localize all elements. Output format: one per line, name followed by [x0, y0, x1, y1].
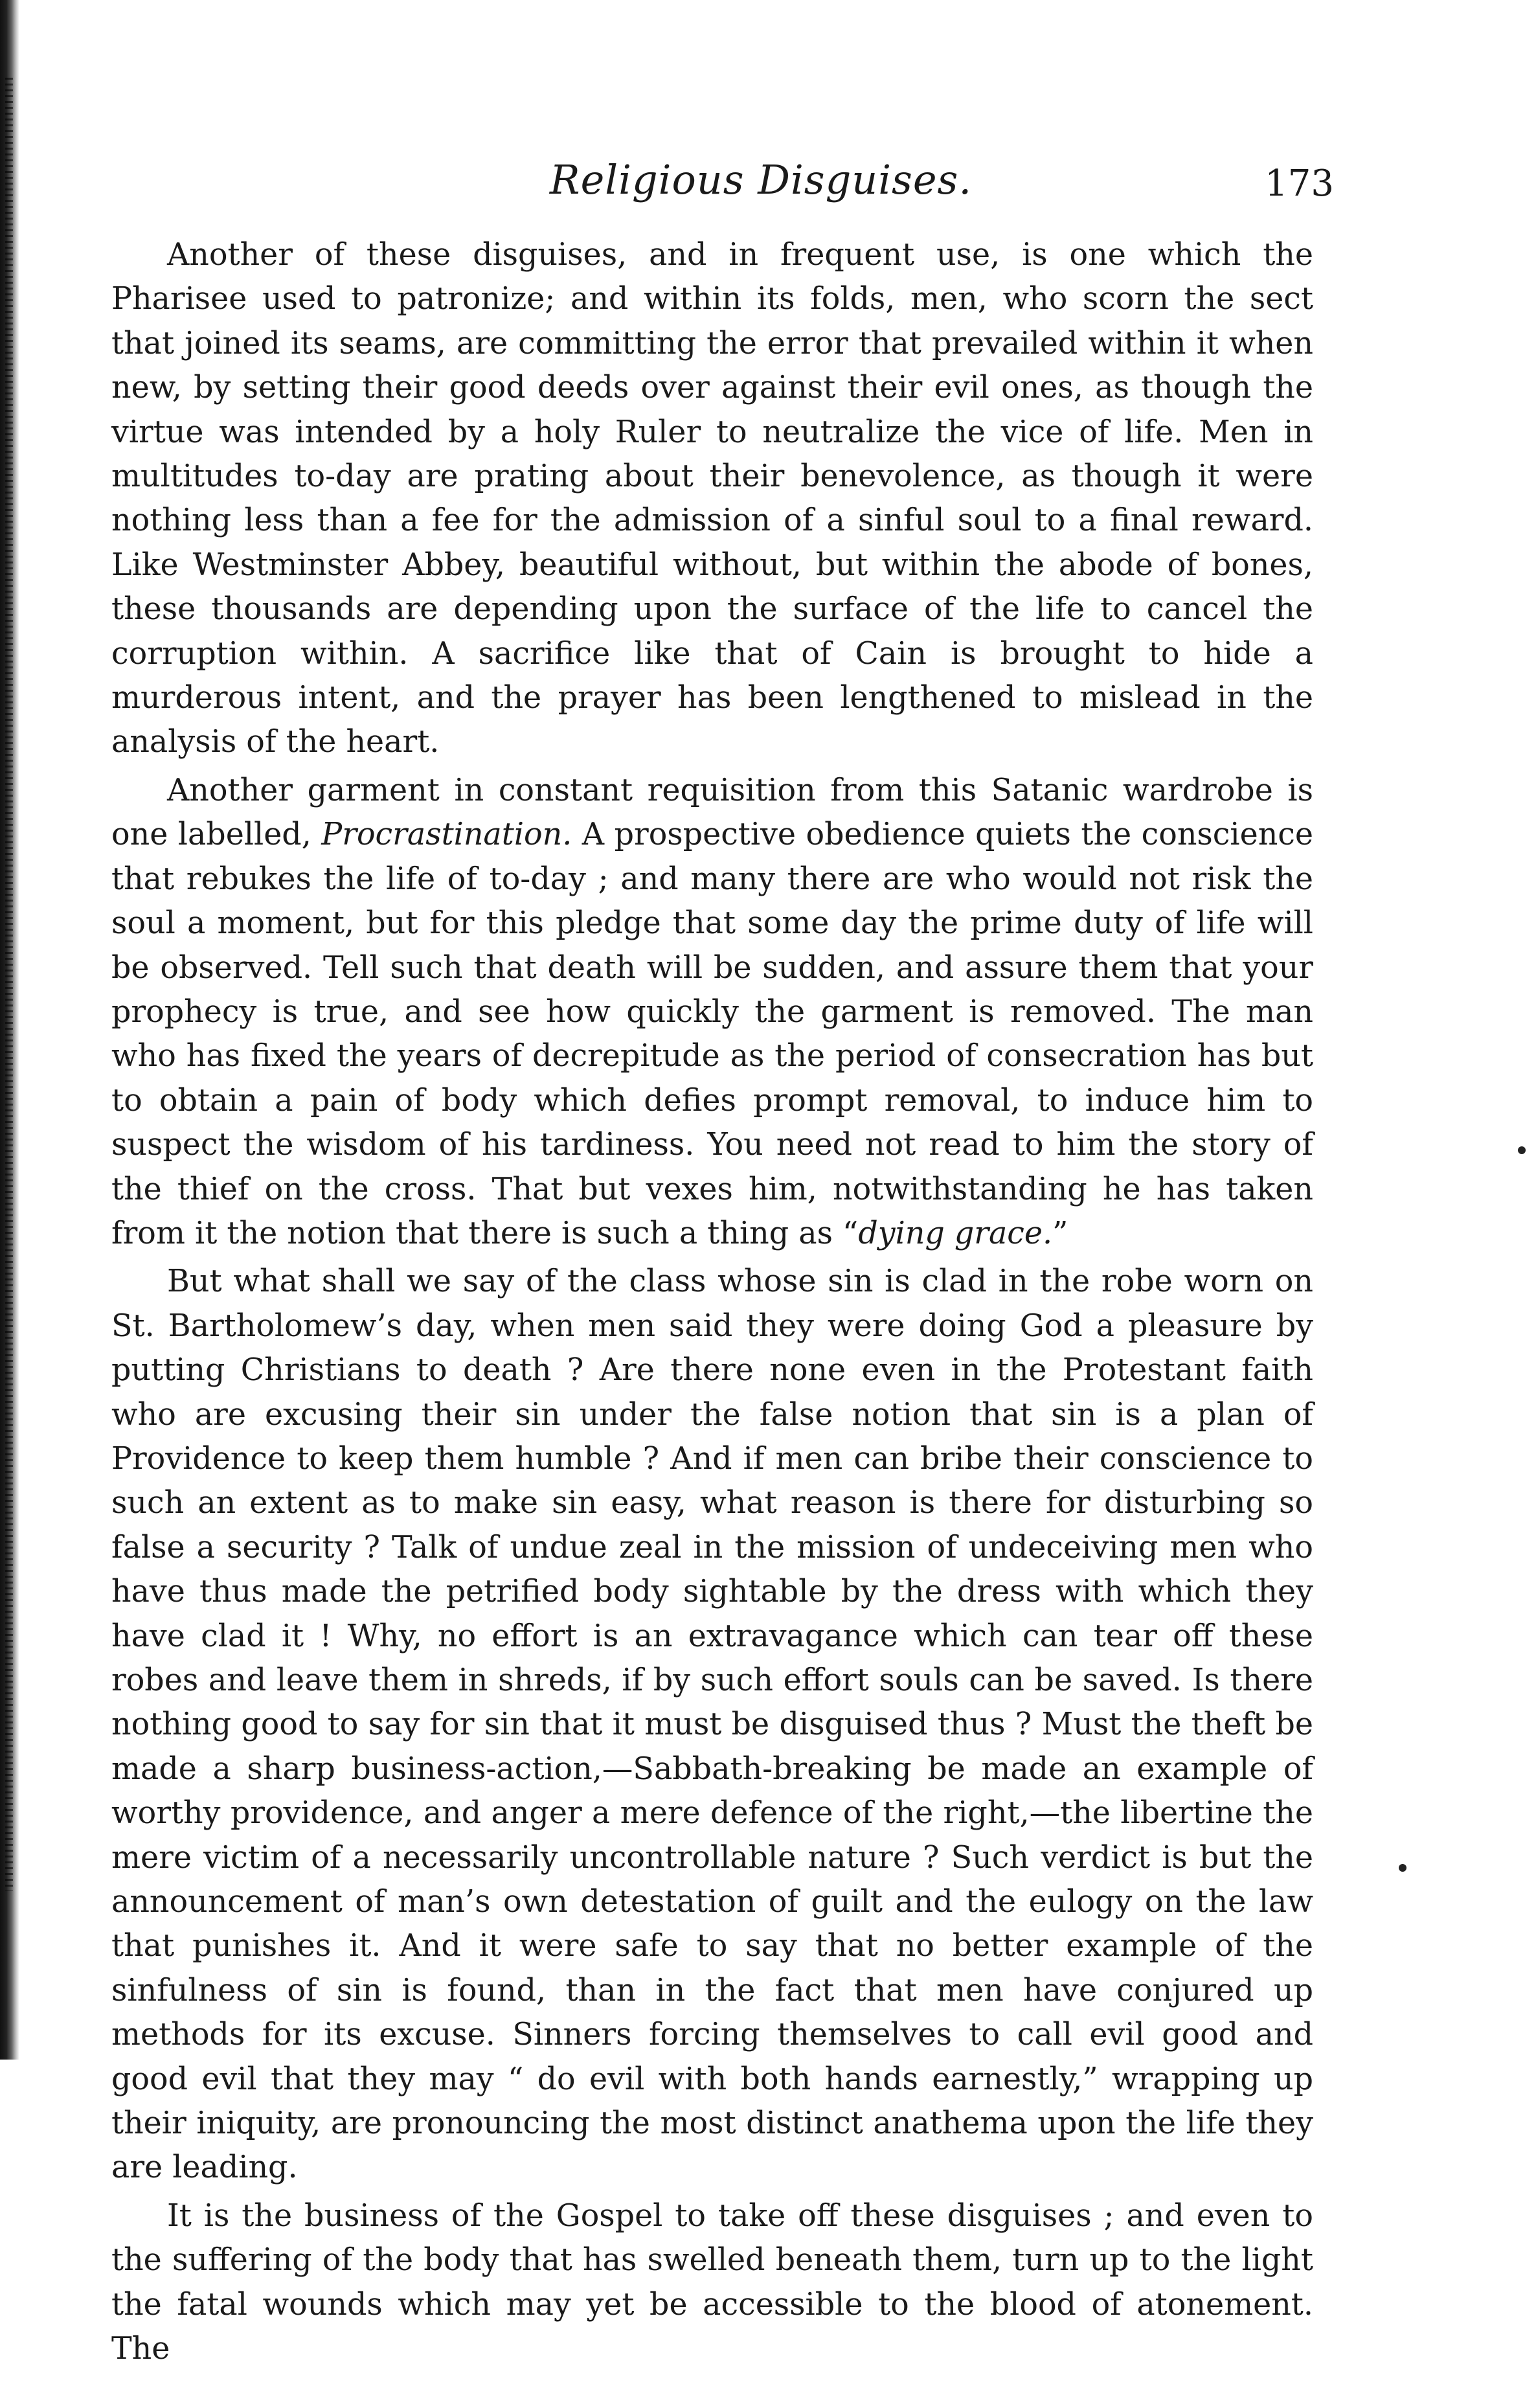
italic-term: dying grace.	[858, 1215, 1053, 1251]
paragraph	[111, 2194, 1313, 2372]
paragraph	[111, 233, 1313, 765]
book-spine-shadow	[0, 0, 19, 2060]
text-run: It is the business of the Gospel to take off these disguises ; and even to the suffering of the body that has swelled beneath them, turn up to the light the fatal wounds which may yet be accessible to the blood of atonement. The	[111, 2198, 1313, 2367]
page-number: 173	[1265, 163, 1334, 205]
paragraph	[111, 1260, 1313, 2190]
stray-ink-dot	[1399, 1864, 1406, 1872]
running-title: Religious Disguises.	[549, 156, 973, 203]
stray-ink-dot	[1518, 1146, 1526, 1154]
italic-term: Procrastination.	[321, 817, 572, 853]
text-run: ”	[1052, 1215, 1068, 1251]
text-run: Another of these disguises, and in frequent use, is one which the Pharisee used to patronize; and within its folds, men, who scorn the sect that joined its seams, are committing the error that prevailed within it when new, by setting their good deeds over against their evil ones, as though the virtue was intended by a holy Ruler to neutralize the vice of life. Men in multitudes to-day are prating about their benevolence, as though it were nothing less than a fee for the admission of a sinful soul to a final reward. Like Westminster Abbey, beautiful without, but within the abode of bones, these thousands are depending upon the surface of the life to cancel the corruption within. A sacrifice like that of Cain is brought to hide a murderous intent, and the prayer has been lengthened to mislead in the analysis of the heart.	[111, 237, 1313, 760]
body-text	[111, 233, 1313, 2376]
text-run: But what shall we say of the class whose sin is clad in the robe worn on St. Bartholomew’s day, when men said they were doing God a pleasure by putting Christians to death ? Are there none even in the Protestant faith who are excusing their sin under the false notion that sin is a plan of Providence to keep them humble ? And if men can bribe their conscience to such an extent as to make sin easy, what reason is there for disturbing so false a security ? Talk of undue zeal in the mission of undeceiving men who have thus made the petrified body sightable by the dress with which they have clad it ! Why, no effort is an extravagance which can tear off these robes and leave them in shreds, if by such effort souls can be saved. Is there nothing good to say for sin that it must be disguised thus ? Must the theft be made a sharp business-action,—Sabbath-breaking be made an example of worthy providence, and anger a mere defence of the right,—the libertine the mere victim of a necessarily uncontrollable nature ? Such verdict is but the announcement of man’s own detestation of guilt and the eulogy on the law that punishes it. And it were safe to say that no better example of the sinfulness of sin is found, than in the fact that men have conjured up methods for its excuse. Sinners forcing themselves to call evil good and good evil that they may “ do evil with both hands earnestly,” wrapping up their iniquity, are pronouncing the most distinct anathema upon the life they are leading.	[111, 1264, 1313, 2186]
text-run: Another garment in constant requisition from this Satanic wardrobe is one labelled,	[111, 772, 1313, 853]
paragraph	[111, 769, 1313, 1256]
text-run: A prospective obedience quiets the conscience that rebukes the life of to-day ; and many there are who would not risk the soul a moment, but for this pledge that some day the prime duty of life will be observed. Tell such that death will be sudden, and assure them that your prophecy is true, and see how quickly the garment is removed. The man who has fixed the years of decrepitude as the period of consecration has but to obtain a pain of body which defies prompt removal, to induce him to suspect the wisdom of his tardiness. You need not read to him the story of the thief on the cross. That but vexes him, notwithstanding he has taken from it the notion that there is such a thing as “	[111, 817, 1314, 1251]
binding-stitch-marks	[5, 78, 13, 1891]
page-header	[188, 154, 1334, 206]
